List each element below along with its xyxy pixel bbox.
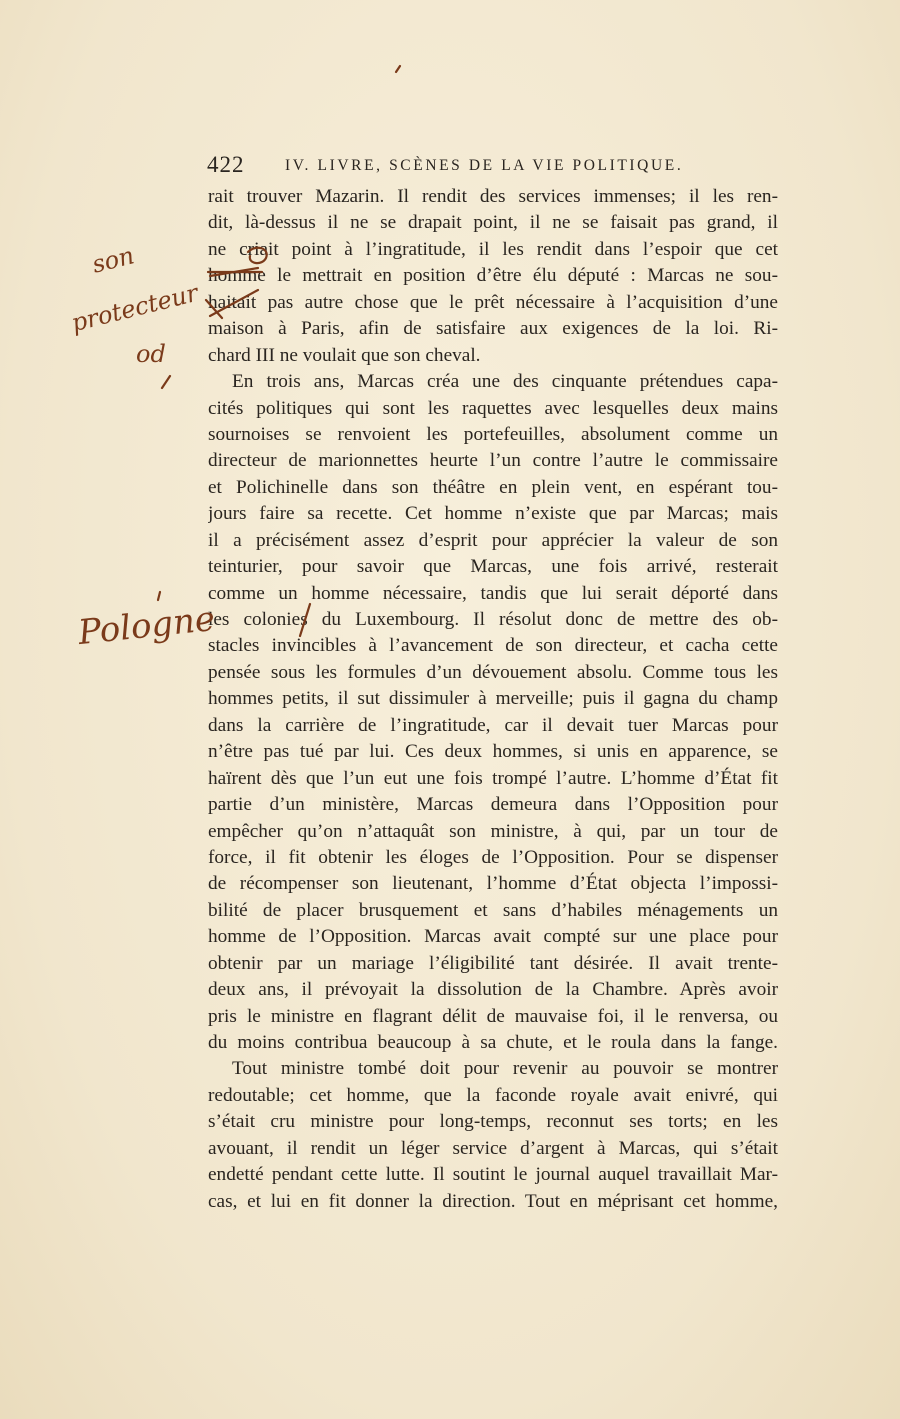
text-line: stacles invincibles à l’avancement de son directeur, et cacha cette: [208, 635, 778, 657]
text-line: dans la carrière de l’ingratitude, car il devait tuer Marcas pour: [208, 714, 778, 736]
text-line: avouant, il rendit un léger service d’argent à Marcas, qui s’était: [208, 1137, 778, 1159]
text-line: ne criait point à l’ingratitude, il les rendit dans l’espoir que cet: [208, 238, 778, 260]
insertion-caret: [162, 376, 170, 388]
margin-note: son: [89, 241, 137, 279]
text-line: comme un homme nécessaire, tandis que lui serait déporté dans: [208, 582, 778, 604]
text-line: teinturier, pour savoir que Marcas, une fois arrivé, resterait: [208, 556, 778, 578]
text-line: homme de l’Opposition. Marcas avait compté sur une place pour: [208, 926, 778, 948]
text-line: directeur de marionnettes heurte l’un contre l’autre le commissaire: [208, 450, 778, 472]
margin-tick: [158, 592, 160, 600]
margin-note: protecteur: [68, 278, 201, 338]
text-line: En trois ans, Marcas créa une des cinquante prétendues capa-: [232, 371, 778, 393]
text-line: haitait pas autre chose que le prêt nécessaire à l’acquisition d’une: [208, 291, 778, 313]
text-line: rait trouver Mazarin. Il rendit des services immenses; il les ren-: [208, 186, 778, 207]
text-line: dit, là-dessus il ne se drapait point, il ne se faisait pas grand, il: [208, 212, 778, 234]
margin-note: Pologne: [76, 598, 217, 654]
text-line: deux ans, il prévoyait la dissolution de la Chambre. Après avoir: [208, 979, 778, 1001]
text-line: haïrent dès que l’un eut une fois trompé l’autre. L’homme d’État fit: [208, 767, 778, 789]
text-line: hommes petits, il sut dissimuler à merveille; puis il gagna du champ: [208, 688, 778, 710]
slash-mark: [300, 604, 310, 636]
text-line: redoutable; cet homme, que la faconde royale avait enivré, qui: [208, 1084, 778, 1106]
running-head: IV. LIVRE, SCÈNES DE LA VIE POLITIQUE.: [285, 157, 684, 174]
text-line: Tout ministre tombé doit pour revenir au pouvoir se montrer: [232, 1058, 778, 1080]
text-line: il a précisément assez d’esprit pour apprécier la valeur de son: [208, 529, 778, 551]
text-line: force, il fit obtenir les éloges de l’Opposition. Pour se dispenser: [208, 846, 778, 868]
text-line: endetté pendant cette lutte. Il soutint le journal auquel travaillait Mar-: [208, 1164, 778, 1186]
text-line: cités politiques qui sont les raquettes avec lesquelles deux mains: [208, 397, 778, 419]
text-line: empêcher qu’on n’attaquât son ministre, à qui, par un tour de: [208, 820, 778, 842]
text-line: de récompenser son lieutenant, l’homme d’État objecta l’impossi-: [208, 873, 778, 895]
insertion-line: [206, 290, 258, 318]
text-line: les colonies du Luxembourg. Il résolut donc de mettre des ob-: [208, 609, 778, 630]
text-line: partie d’un ministère, Marcas demeura dans l’Opposition pour: [208, 794, 778, 816]
text-line: bilité de placer brusquement et sans d’habiles ménagements un: [208, 899, 778, 921]
margin-note: od: [136, 340, 166, 368]
text-line: cas, et lui en fit donner la direction. Tout en méprisant cet homme,: [208, 1190, 778, 1212]
correction-mark: [248, 248, 267, 263]
text-line: obtenir par un mariage l’éligibilité tant désirée. Il avait trente-: [208, 952, 778, 974]
text-line: chard III ne voulait que son cheval.: [208, 344, 481, 366]
text-line: sournoises se renvoient les portefeuilles, absolument comme un: [208, 423, 778, 445]
text-line: pensée sous les formules d’un dévouement absolu. Comme tous les: [208, 661, 778, 683]
margin-tick: [396, 66, 400, 72]
text-line: pris le ministre en flagrant délit de mauvaise foi, il le renversa, ou: [208, 1005, 778, 1027]
strike-mark: [208, 268, 262, 276]
text-line: s’était cru ministre pour long-temps, reconnut ses torts; en les: [208, 1111, 778, 1133]
text-line: maison à Paris, afin de satisfaire aux exigences de la loi. Ri-: [208, 318, 778, 340]
text-line: jours faire sa recette. Cet homme n’existe que par Marcas; mais: [208, 503, 778, 525]
text-line: homme le mettrait en position d’être élu député : Marcas ne sou-: [208, 265, 778, 287]
text-line: du moins contribua beaucoup à sa chute, et le roula dans la fange.: [208, 1032, 778, 1053]
text-line: n’être pas tué par lui. Ces deux hommes, si unis en apparence, se: [208, 741, 778, 763]
text-line: et Polichinelle dans son théâtre en plein vent, en espérant tou-: [208, 476, 778, 498]
page-number: 422: [207, 152, 245, 177]
